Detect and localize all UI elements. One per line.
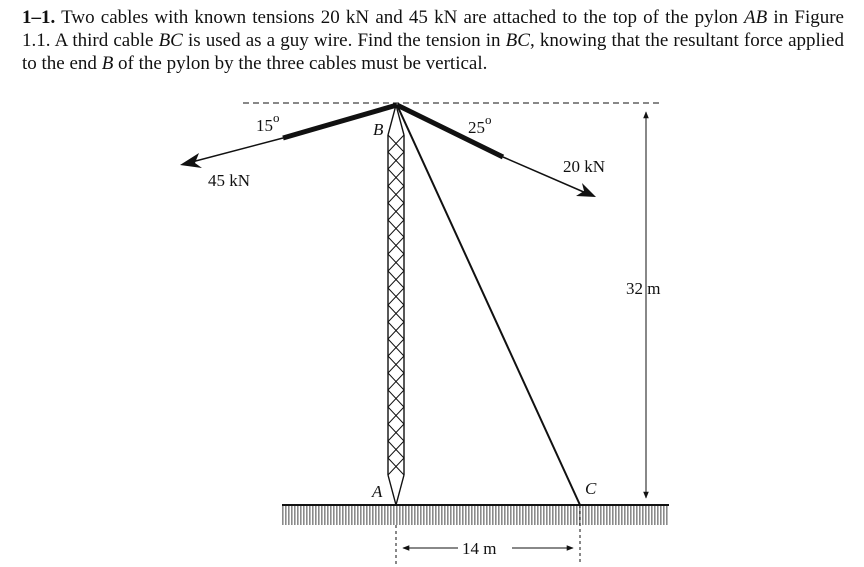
height-label: 32 m <box>626 279 661 298</box>
ground-hatch <box>282 505 669 525</box>
point-c-label: C <box>585 479 597 498</box>
cable-left-thin <box>188 138 283 163</box>
force-right-label: 20 kN <box>563 157 606 176</box>
angle-right-label: 25$^o$ <box>468 112 492 137</box>
problem-number: 1–1. <box>22 7 56 28</box>
guy-wire-bc <box>397 105 580 505</box>
point-b-label: B <box>373 120 384 139</box>
pylon <box>388 105 404 505</box>
pylon-name: AB <box>744 7 768 28</box>
point-a-label: A <box>372 482 383 501</box>
force-left-label: 45 kN <box>208 171 251 190</box>
problem-statement: 1–1. Two cables with known tensions 20 kN and 45 kN are attached to the top of the pylon AB in Figure 1.1. A third cable BC is used as a guy wire. Find the tension in BC, knowing that the resultant force applied to the end B of the pylon by the three cables must be vertical. <box>22 7 844 74</box>
span-label: 14 m <box>462 539 497 558</box>
angle-left-label: 15$^o$ <box>256 110 280 135</box>
